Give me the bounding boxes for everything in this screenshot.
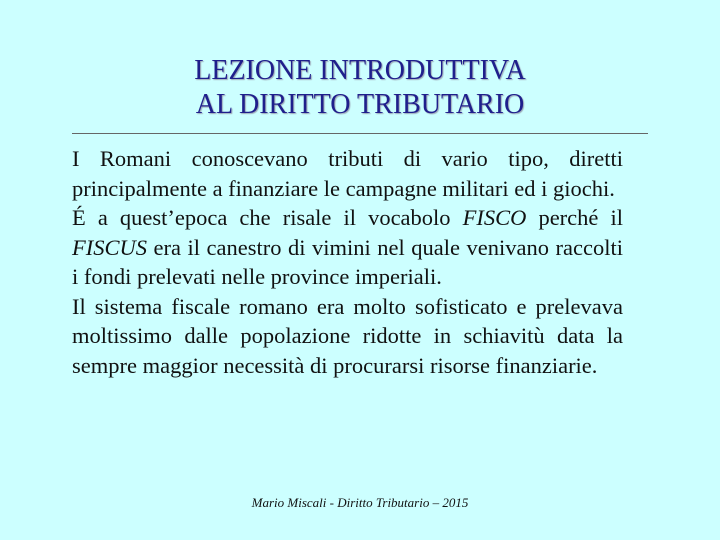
paragraph-2-text-c: perché il bbox=[526, 205, 623, 230]
title-line-2: AL DIRITTO TRIBUTARIO bbox=[195, 89, 525, 120]
slide-title bbox=[0, 54, 720, 122]
slide-footer: Mario Miscali - Diritto Tributario – 2015 bbox=[251, 495, 469, 510]
term-fiscus: FISCUS bbox=[72, 234, 147, 260]
slide-body bbox=[72, 144, 623, 380]
title-divider bbox=[72, 133, 648, 134]
paragraph-3: Il sistema fiscale romano era molto sofisticato e prelevava moltissimo dalle popolazione ridotte in schiavitù data la sempre maggior necessità di procurarsi risorse finanziarie. bbox=[72, 293, 623, 378]
paragraph-2-text-e: era il canestro di vimini nel quale venivano raccolti i fondi prelevati nelle province imperiali. bbox=[72, 234, 623, 289]
term-fisco: FISCO bbox=[462, 205, 527, 230]
paragraph-2-text-a: É a quest’epoca che risale il vocabolo bbox=[72, 205, 463, 230]
paragraph-1: I Romani conoscevano tributi di vario tipo, diretti principalmente a finanziare le campagne militari ed i giochi. bbox=[72, 146, 623, 201]
title-line-1: LEZIONE INTRODUTTIVA bbox=[194, 55, 526, 86]
paragraph-2 bbox=[72, 203, 623, 292]
